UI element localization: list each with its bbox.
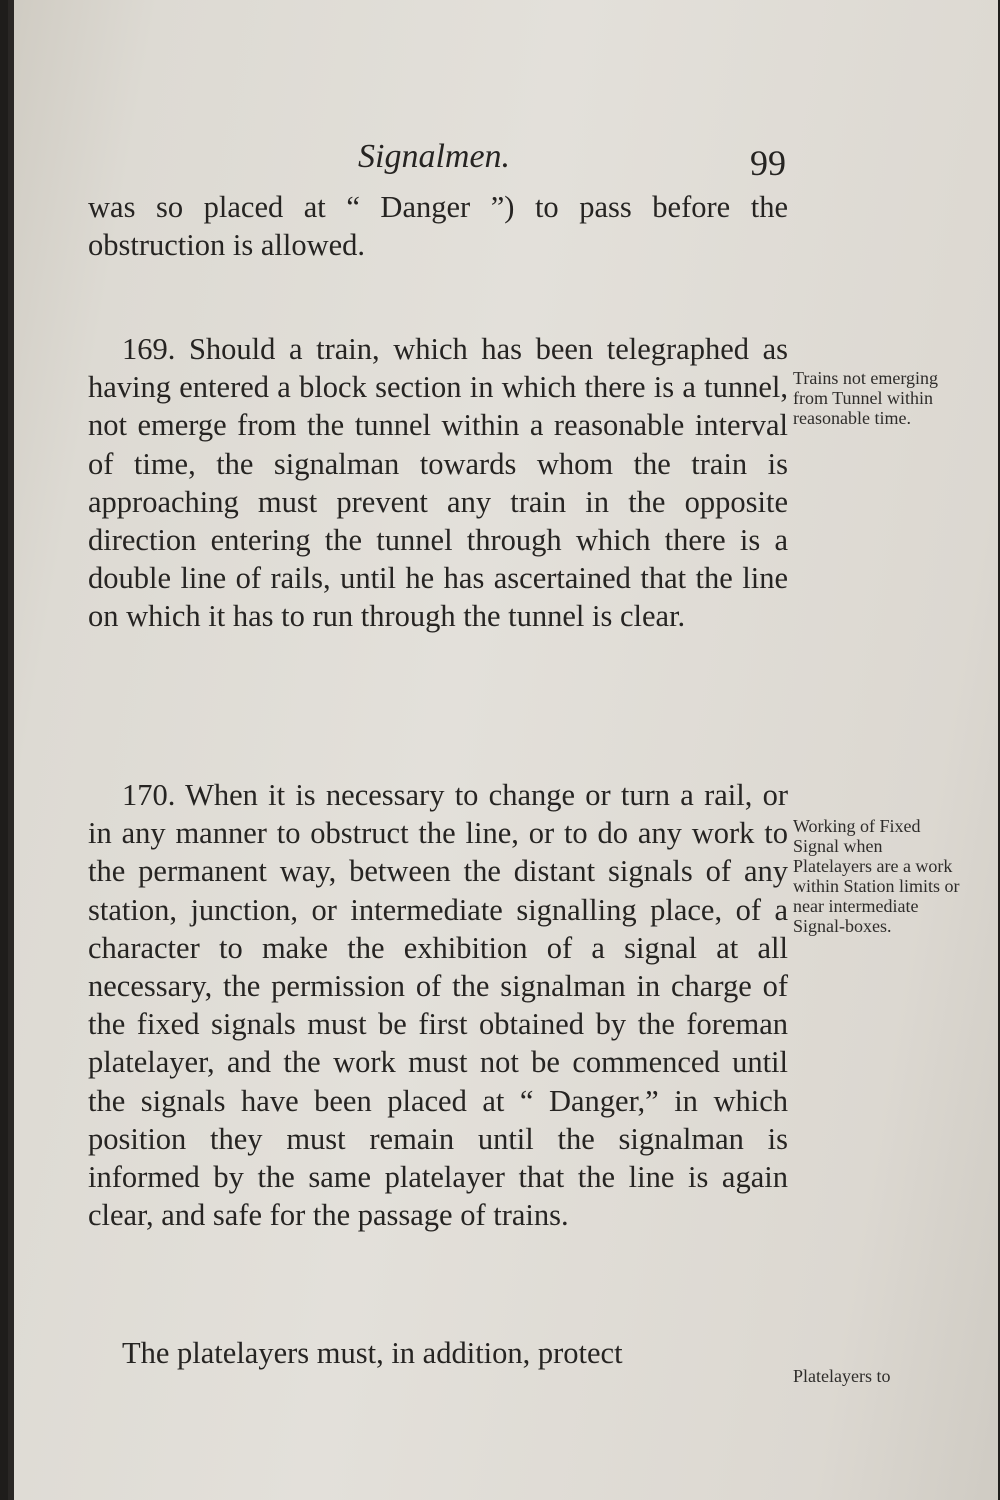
continuation-paragraph: was so placed at “ Danger ”) to pass before the obstruction is allowed. bbox=[88, 190, 788, 263]
platelayers-paragraph: The platelayers must, in addition, protect bbox=[122, 1336, 623, 1370]
page-gutter bbox=[8, 0, 14, 1500]
book-page bbox=[8, 0, 998, 1500]
running-head bbox=[8, 138, 998, 188]
margin-note-169: Trains not emerging from Tunnel within reasonable time. bbox=[793, 368, 939, 428]
page-title: Signalmen. bbox=[358, 138, 511, 175]
page-number: 99 bbox=[750, 143, 786, 183]
margin-note-platelayers: Platelayers to bbox=[793, 1366, 891, 1386]
margin-note-170: Working of Fixed Signal when Platelayers are a work within Station limits or near intermediate Signal-boxes. bbox=[793, 816, 960, 936]
rule-169-paragraph: 169. Should a train, which has been telegraphed as having entered a block section in which there is a tunnel, not emerge from the tunnel within a reasonable interval of time, the signalman towards whom the train is approaching must prevent any train in the opposite direction entering the tunnel through which there is a double line of rails, until he has ascertained that the line on which it has to run through the tunnel is clear. bbox=[88, 332, 788, 634]
rule-170-paragraph: 170. When it is necessary to change or turn a rail, or in any manner to obstruct the line, or to do any work to the permanent way, between the distant signals of any station, junction, or intermediate signalling place, of a character to make the exhibition of a signal at all necessary, the permission of the signalman in charge of the fixed signals must be first obtained by the foreman platelayer, and the work must not be commenced until the signals have been placed at “ Danger,” in which position they must remain until the signalman is informed by the same platelayer that the line is again clear, and safe for the passage of trains. bbox=[88, 778, 788, 1233]
